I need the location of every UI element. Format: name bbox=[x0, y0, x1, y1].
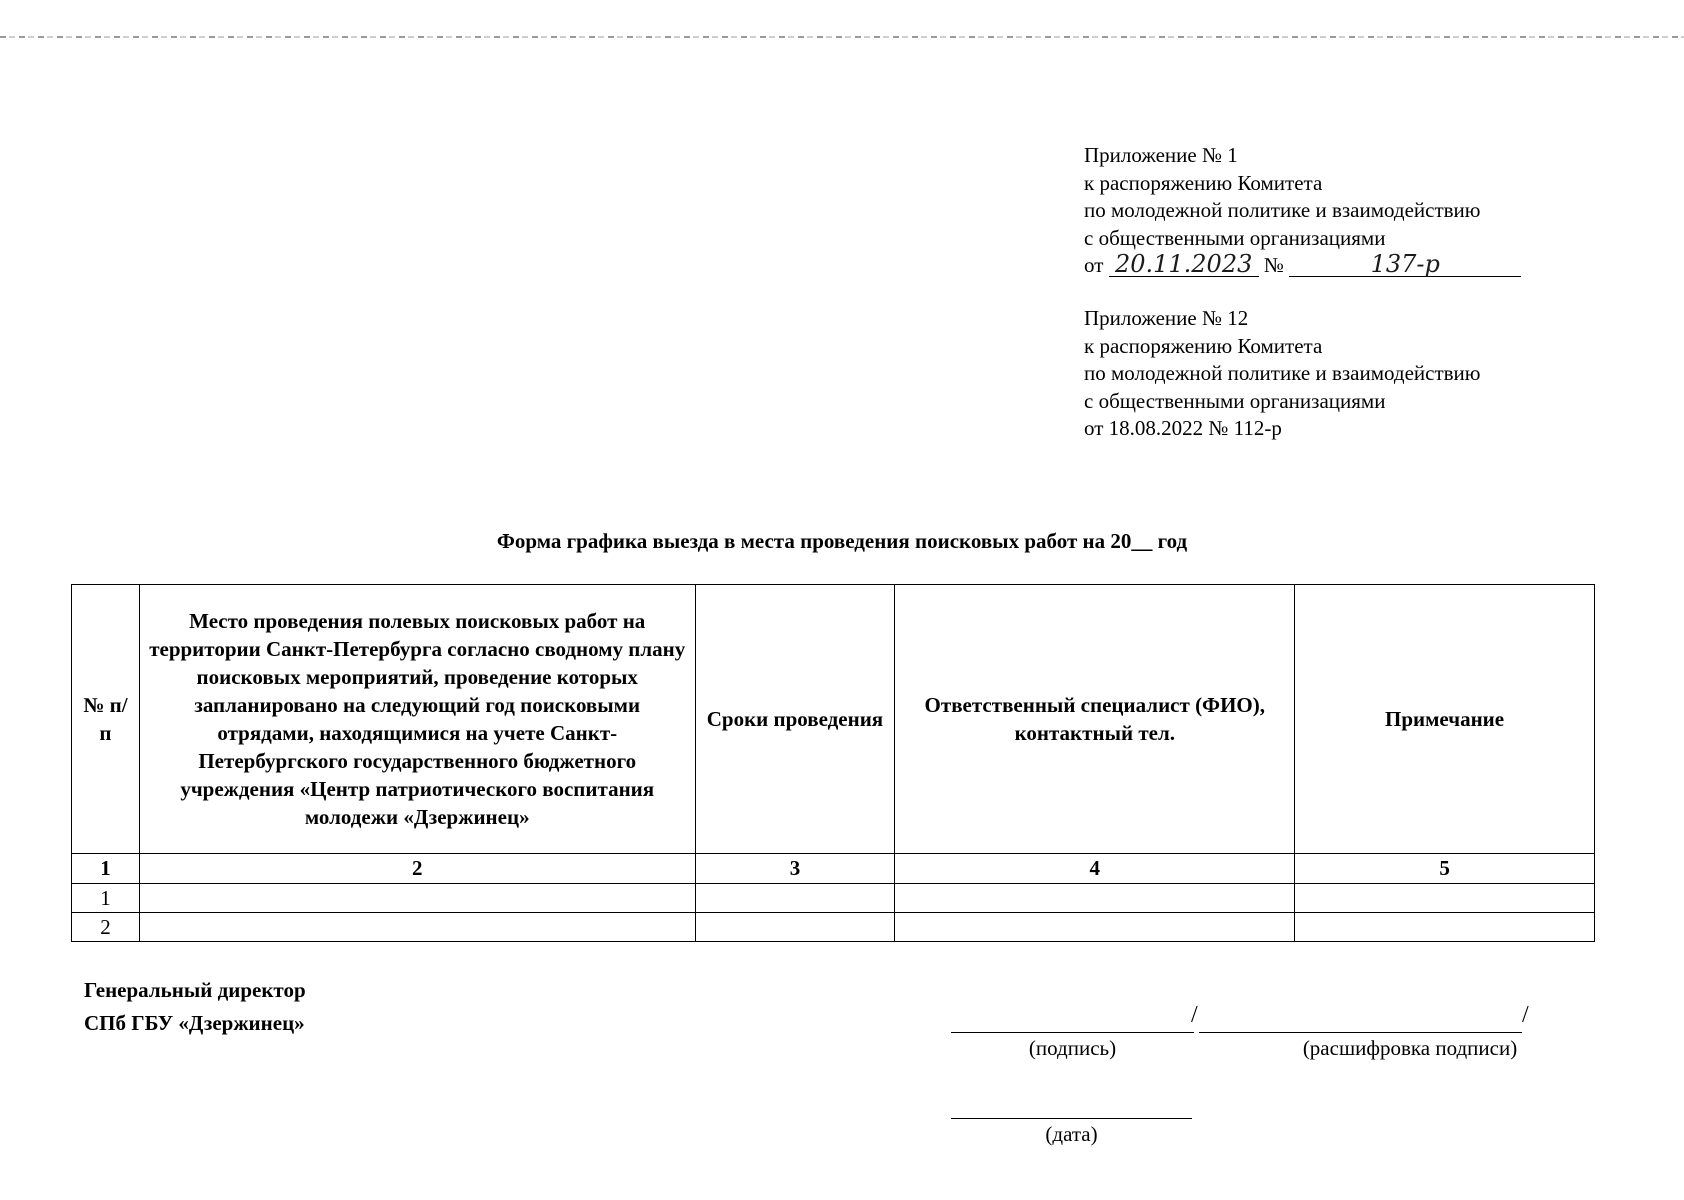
column-number: 3 bbox=[695, 854, 895, 884]
table-cell-number: 2 bbox=[72, 913, 140, 942]
annex-12-header bbox=[1084, 305, 1481, 443]
signatory-position-line2: СПб ГБУ «Дзержинец» bbox=[84, 1011, 305, 1035]
signature-line bbox=[951, 1032, 1194, 1033]
date-caption: (дата) bbox=[1045, 1122, 1098, 1146]
column-number: 1 bbox=[72, 854, 140, 884]
signatory-position-line1: Генеральный директор bbox=[84, 978, 306, 1002]
header-responsible: Ответственный специалист (ФИО), контактный тел. bbox=[895, 585, 1295, 854]
column-number: 2 bbox=[139, 854, 695, 884]
annex-1-line2: к распоряжению Комитета bbox=[1084, 170, 1323, 195]
table-cell-dates bbox=[695, 913, 895, 942]
header-dates: Сроки проведения bbox=[695, 585, 895, 854]
table-cell-location bbox=[139, 913, 695, 942]
annex-1-line3: по молодежной политике и взаимодействию bbox=[1084, 198, 1481, 222]
table-cell-note bbox=[1295, 913, 1595, 942]
header-number: № п/п bbox=[72, 585, 140, 854]
form-title: Форма графика выезда в места проведения поисковых работ на 20__ год bbox=[496, 529, 1188, 553]
table-cell-dates bbox=[695, 884, 895, 913]
annex-12-line3: по молодежной политике и взаимодействию bbox=[1084, 361, 1481, 385]
annex-1-header bbox=[1084, 142, 1521, 280]
signature-slash: / bbox=[1191, 1002, 1198, 1028]
annex-1-line1: Приложение № 1 bbox=[1084, 143, 1238, 167]
table-cell-number: 1 bbox=[72, 884, 140, 913]
header-note: Примечание bbox=[1295, 585, 1595, 854]
annex-1-handwritten-date: 20.11.2023 bbox=[1109, 252, 1259, 277]
signature-caption: (подпись) bbox=[1028, 1036, 1117, 1060]
signature-decoding-line bbox=[1199, 1032, 1522, 1033]
header-location: Место проведения полевых поисковых работ на территории Санкт-Петербурга согласно сводному плану поисковых мероприятий, проведение которых запланировано на следующий год поисковыми отрядами, находящимися на учете Санкт-Петербургского государственного бюджетного учреждения «Центр патриотического воспитания молодежи «Дзержинец» bbox=[139, 585, 695, 854]
table-cell-responsible bbox=[895, 913, 1295, 942]
signatory-position bbox=[84, 974, 306, 1040]
column-number: 5 bbox=[1295, 854, 1595, 884]
annex-1-date-prefix: от bbox=[1084, 253, 1104, 277]
annex-12-line1: Приложение № 12 bbox=[1084, 306, 1249, 330]
date-line bbox=[951, 1118, 1192, 1119]
annex-12-line5: от 18.08.2022 № 112-р bbox=[1084, 416, 1282, 440]
annex-1-handwritten-number: 137-р bbox=[1289, 252, 1521, 277]
table-cell-responsible bbox=[895, 884, 1295, 913]
annex-1-number-sign: № bbox=[1263, 253, 1284, 277]
annex-12-line4: с общественными организациями bbox=[1084, 388, 1386, 413]
table-cell-location bbox=[139, 884, 695, 913]
column-number-row bbox=[72, 854, 1595, 884]
annex-1-line4: с общественными организациями bbox=[1084, 225, 1386, 250]
table-row bbox=[72, 884, 1595, 913]
signature-decoding-caption: (расшифровка подписи) bbox=[1302, 1036, 1518, 1060]
scan-edge-artifact bbox=[0, 36, 1684, 38]
table-row bbox=[72, 913, 1595, 942]
table-cell-note bbox=[1295, 884, 1595, 913]
annex-1-date-line bbox=[1084, 252, 1521, 280]
table-header-row bbox=[72, 585, 1595, 854]
schedule-table bbox=[71, 584, 1595, 942]
annex-12-line2: к распоряжению Комитета bbox=[1084, 333, 1323, 358]
signature-slash-end: / bbox=[1522, 1002, 1529, 1028]
column-number: 4 bbox=[895, 854, 1295, 884]
